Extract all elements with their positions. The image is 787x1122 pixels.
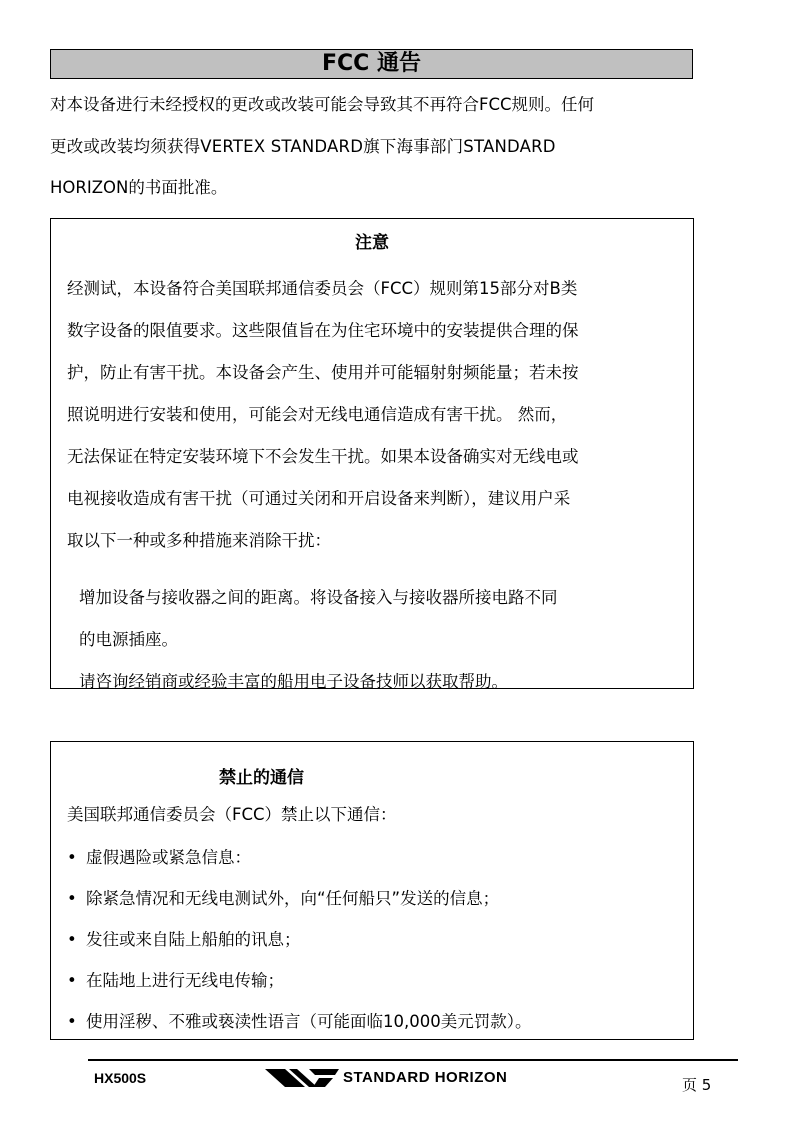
intro-line: 对本设备进行未经授权的更改或改装可能会导致其不再符合FCC规则。任何 [50,95,595,114]
list-item [67,887,531,928]
prohibited-box [50,741,694,1040]
remedy-line: 增加设备与接收器之间的距离。将设备接入与接收器所接电路不同 [79,588,558,607]
brand-logo-icon [265,1067,339,1089]
notice-title: 注意 [355,233,389,253]
notice-line: 护，防止有害干扰。本设备会产生、使用并可能辐射射频能量；若未按 [67,363,579,382]
bullet-icon: • [67,889,77,908]
notice-line: 数字设备的限值要求。这些限值旨在为住宅环境中的安装提供合理的保 [67,321,579,340]
list-item-text: 发往或来自陆上船舶的讯息； [86,930,301,949]
notice-line: 无法保证在特定安装环境下不会发生干扰。如果本设备确实对无线电或 [67,447,579,466]
list-item-text: 使用淫秽、不雅或亵渎性语言（可能面临10,000美元罚款）。 [86,1012,532,1031]
bullet-icon: • [67,1012,77,1031]
list-item [67,846,531,887]
prohibited-title: 禁止的通信 [219,768,304,788]
list-item-text: 除紧急情况和无线电测试外，向“任何船只”发送的信息； [86,889,500,908]
notice-body [67,268,677,562]
intro-paragraph [50,84,695,209]
brand-name: STANDARD HORIZON [343,1069,508,1086]
remedy-line: 请咨询经销商或经验丰富的船用电子设备技师以获取帮助。 [79,672,508,691]
section-title [50,49,693,79]
prohibited-intro: 美国联邦通信委员会（FCC）禁止以下通信： [67,805,397,824]
bullet-icon: • [67,848,77,867]
remedy-item [79,577,669,661]
notice-line: 照说明进行安装和使用，可能会对无线电通信造成有害干扰。 然而， [67,405,568,424]
list-item [67,928,531,969]
bullet-icon: • [67,930,77,949]
list-item [67,969,531,1010]
intro-line: HORIZON的书面批准。 [50,178,228,197]
notice-line: 取以下一种或多种措施来消除干扰： [67,531,331,550]
notice-line: 经测试，本设备符合美国联邦通信委员会（FCC）规则第15部分对B类 [67,279,578,298]
prohibited-list [67,846,531,1051]
remedy-line: 的电源插座。 [79,630,178,649]
notice-line: 电视接收造成有害干扰（可通过关闭和开启设备来判断），建议用户采 [67,489,571,508]
bullet-icon: • [67,971,77,990]
page-number: 页 5 [682,1076,712,1094]
list-item-text: 在陆地上进行无线电传输； [86,971,284,990]
section-title-text: FCC 通告 [322,51,421,76]
list-item-text: 虚假遇险或紧急信息： [86,848,251,867]
model-name: HX500S [94,1070,147,1086]
list-item [67,1010,531,1051]
intro-line: 更改或改装均须获得VERTEX STANDARD旗下海事部门STANDARD [50,136,556,156]
footer-divider [88,1059,738,1061]
remedy-item [79,661,669,703]
notice-box [50,218,694,689]
